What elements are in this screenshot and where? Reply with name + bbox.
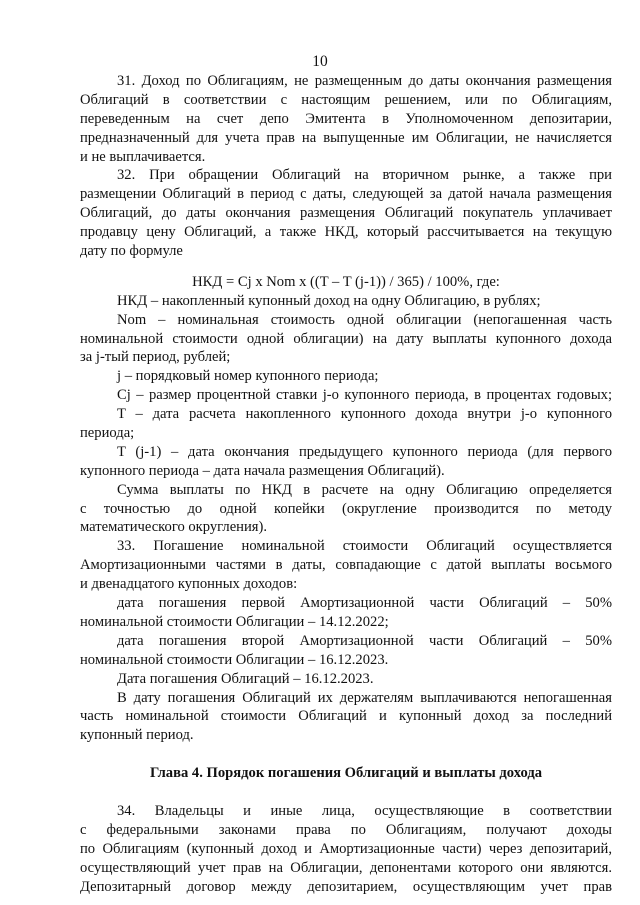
text-line: купонный период. (80, 727, 194, 744)
text-line: номинальной стоимости Облигации – 14.12.2022; (80, 613, 389, 630)
definition-cj (80, 386, 612, 405)
text-line: и не выплачивается. (80, 148, 206, 165)
text-line: осуществляющий учет прав на Облигации, депонентами которого они являются. (80, 859, 612, 876)
text-line: с федеральными законами права по Облигациям, получают доходы (80, 821, 612, 838)
text-line: дату по формуле (80, 243, 183, 260)
rounding-paragraph (80, 481, 612, 538)
amortization-first (80, 594, 612, 632)
definition-j (80, 367, 612, 386)
text-line: Депозитарный договор между депозитарием, осуществляющим учет прав (80, 878, 612, 895)
text-line: T – дата расчета накопленного купонного дохода внутри j-о купонного (117, 406, 612, 423)
definition-t-prev (80, 443, 612, 481)
text-line: математического округления). (80, 519, 268, 536)
text-line: размещении Облигаций в период с даты, следующей за датой начала размещения (80, 186, 612, 203)
text-line: Сумма выплаты по НКД в расчете на одну Облигацию определяется (117, 481, 612, 498)
document-body (80, 72, 612, 897)
text-line: дата погашения первой Амортизационной части Облигаций – 50% (117, 595, 612, 612)
final-payment-paragraph (80, 689, 612, 746)
text-line: по Облигациям (купонный доход и Амортизационные части) через депозитарий, (80, 840, 612, 857)
text-line: Дата погашения Облигаций – 16.12.2023. (117, 670, 374, 687)
text-line: Nom – номинальная стоимость одной облигации (непогашенная часть (117, 311, 612, 328)
definition-t (80, 405, 612, 443)
maturity-date (80, 670, 612, 689)
text-line: часть номинальной стоимости Облигаций и купонный доход за последний (80, 708, 612, 725)
text-line: 34. Владельцы и иные лица, осуществляющие в соответствии (117, 803, 612, 820)
paragraph-31 (80, 72, 612, 166)
text-line: за j-тый период, рублей; (80, 349, 231, 366)
text-line: В дату погашения Облигаций их держателям выплачиваются непогашенная (117, 689, 612, 706)
text-line: Амортизационными частями в даты, совпадающие с датой выплаты восьмого (80, 557, 612, 574)
text-line: дата погашения второй Амортизационной части Облигаций – 50% (117, 632, 612, 649)
text-line: Облигаций, до даты окончания размещения Облигаций покупатель уплачивает (80, 205, 612, 222)
definition-nom (80, 311, 612, 368)
nkd-formula: НКД = Cj x Nom x ((T – T (j-1)) / 365) / 100%, где: (192, 273, 500, 290)
amortization-second (80, 632, 612, 670)
chapter-heading: Глава 4. Порядок погашения Облигаций и выплаты дохода (149, 765, 543, 782)
text-line: 32. При обращении Облигаций на вторичном рынке, а также при (117, 167, 612, 184)
text-line: переведенным на счет депо Эмитента в Уполномоченном депозитарии, (80, 110, 612, 127)
paragraph-34 (80, 802, 612, 896)
paragraph-32 (80, 166, 612, 260)
text-line: продавцу цену Облигаций, а также НКД, который рассчитывается на текущую (80, 224, 612, 241)
text-line: Cj – размер процентной ставки j-о купонного периода, в процентах годовых; (117, 387, 612, 404)
text-line: НКД – накопленный купонный доход на одну Облигацию, в рублях; (117, 292, 541, 309)
text-line: с точностью до одной копейки (округление производится по методу (80, 500, 612, 517)
text-line: номинальной стоимости одной облигации) на дату выплаты купонного дохода (80, 330, 612, 347)
text-line: периода; (80, 425, 135, 442)
text-line: T (j-1) – дата окончания предыдущего купонного периода (для первого (117, 443, 612, 460)
text-line: j – порядковый номер купонного периода; (117, 368, 379, 385)
text-line: и двенадцатого купонных доходов: (80, 576, 298, 593)
text-line: купонного периода – дата начала размещения Облигаций). (80, 462, 445, 479)
text-line: 33. Погашение номинальной стоимости Облигаций осуществляется (117, 538, 612, 555)
text-line: 31. Доход по Облигациям, не размещенным до даты окончания размещения (117, 73, 612, 89)
text-line: Облигаций в соответствии с настоящим решением, или по Облигациям, (80, 91, 612, 108)
text-line: номинальной стоимости Облигации – 16.12.2023. (80, 651, 389, 668)
definition-nkd (80, 292, 612, 311)
paragraph-33 (80, 537, 612, 594)
text-line: предназначенный для учета прав на выпущенные им Облигации, не начисляется (80, 129, 612, 146)
page-number: 10 (312, 53, 328, 70)
